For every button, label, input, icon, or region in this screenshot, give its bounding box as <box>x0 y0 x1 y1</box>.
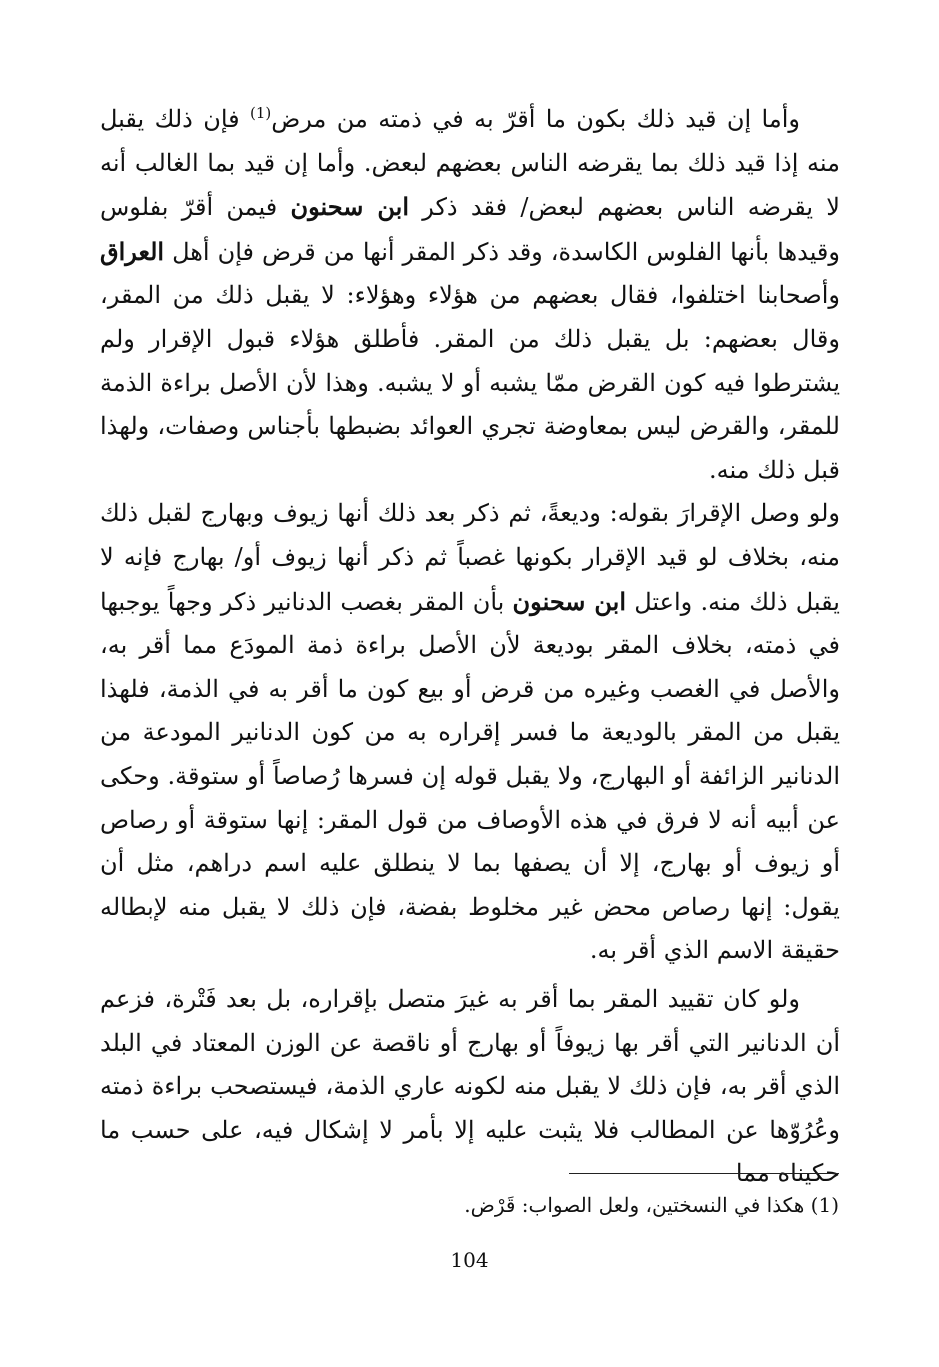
page-number: 104 <box>450 1248 489 1272</box>
paragraph-2-text: ولو كان تقييد المقر بما أقر به غيرَ متصل بإقراره، بل بعد فَتْرة، فزعم أن الدنانير التي أقر بها زيوفاً أو بهارج أو ناقصة عن الوزن المعتاد في البلد الذي أقر به، فإن ذلك لا يقبل منه لكونه عاري الذمة، فيستصحب براءة ذمته وعُرُوّها عن المطالب فلا يثبت عليه إلا بأمر لا إشكال فيه، على حسب ما حكيناه مما <box>100 985 840 1188</box>
paragraph-1-part-d: وأصحابنا اختلفوا، فقال بعضهم من هؤلاء وهؤلاء: لا يقبل ذلك من المقر، وقال بعضهم: بل يقبل ذلك من المقر. فأطلق هؤلاء قبول الإقرار ولم يشترطوا فيه كون القرض ممّا يشبه أو لا يشبه. وهذا لأن الأصل براءة الذمة للمقر، والقرض ليس بمعاوضة تجري العوائد بضبطها بأجناس وصفات، ولهذا قبل ذلك منه. <box>100 281 840 484</box>
paragraph-1-part-b: فإن ذلك يقبل منه إذا قيد ذلك بما يقرضه الناس بعضهم لبعض. وأما إن قيد بما الغالب أنه لا يقرضه الناس بعضهم لبعض/ فقد ذكر <box>100 105 840 222</box>
footnote <box>99 1190 839 1220</box>
footnote-marker: (1) <box>810 1193 839 1217</box>
footnote-reference[interactable]: (1) <box>249 104 272 122</box>
bold-place-iraq: العراق <box>100 236 165 266</box>
paragraph-2 <box>100 978 840 1196</box>
bold-name-ibn-sahnun-2: ابن سحنون <box>512 586 626 616</box>
paragraph-1-text <box>100 98 840 492</box>
paragraph-1b-part-b: بأن المقر بغصب الدنانير ذكر وجهاً يوجبها في ذمته، بخلاف المقر بوديعة لأن الأصل براءة ذمة المودَع مما أقر به، والأصل في الغصب وغيره من قرض أو بيع كون ما أقر به في الذمة، فلهذا يقبل من المقر بالوديعة ما فسر إقراره به من كون الدنانير المودعة من الدنانير الزائفة أو البهارج، ولا يقبل قوله إن فسرها رُصاصاً أو ستوقة. وحكى عن أبيه أنه لا فرق في هذه الأوصاف من قول المقر: إنها ستوقة أو رصاص أو زيوف أو بهارج، إلا أن يصفها بما لا ينطلق عليه اسم دراهم، مثل أن يقول: إنها رصاص محض غير مخلوط بفضة، فإن ذلك لا يقبل منه لإبطاله حقيقة الاسم الذي أقر به. <box>100 587 840 965</box>
footnote-text: هكذا في النسختين، ولعل الصواب: قَرْض. <box>464 1193 805 1217</box>
paragraph-1-part-c: فيمن أقرّ بفلوس وقيدها بأنها الفلوس الكاسدة، وقد ذكر المقر أنها من قرض فإن أهل <box>100 193 840 266</box>
paragraph-1-part-a: وأما إن قيد ذلك بكون ما أقرّ به في ذمته من مرض <box>271 105 800 133</box>
footnote-divider <box>569 1173 839 1174</box>
paragraph-1b-part-a: ولو وصل الإقرارَ بقوله: وديعةً، ثم ذكر بعد ذلك أنها زيوف وبهارج لقبل ذلك منه، بخلاف لو قيد الإقرار بكونها غصباً ثم ذكر أنها زيوف أو/ بهارج فإنه لا يقبل ذلك منه. واعتل <box>100 499 840 616</box>
bold-name-ibn-sahnun: ابن سحنون <box>290 192 409 222</box>
paragraph-1b-text <box>100 492 840 973</box>
paragraph-1 <box>100 98 840 973</box>
